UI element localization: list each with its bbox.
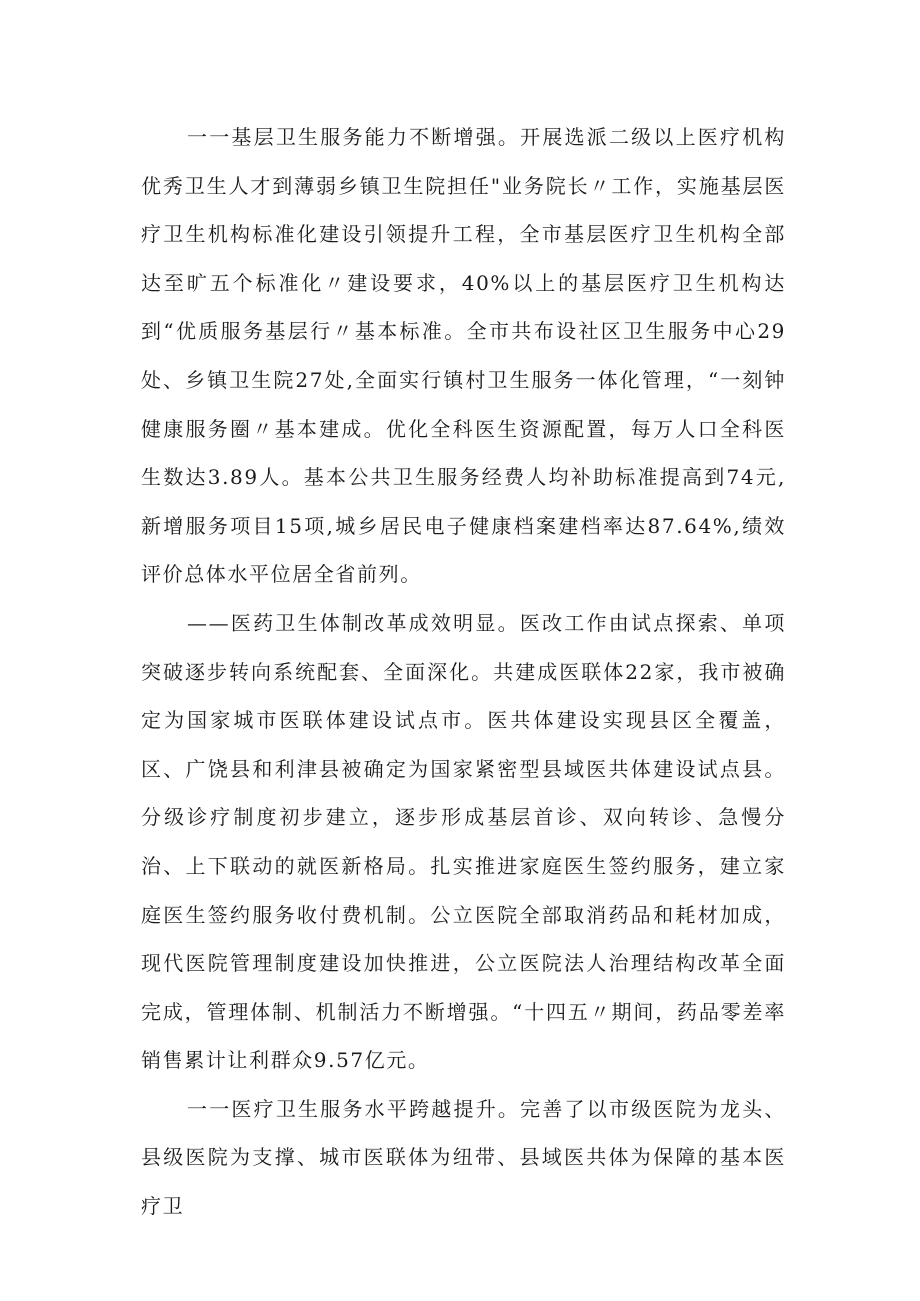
paragraph-healthcare-reform: ——医药卫生体制改革成效明显。医改工作由试点探索、单项突破逐步转向系统配套、全面深化。共建成医联体22家，我市被确定为国家城市医联体建设试点市。医共体建设实现县区全覆盖，区、广饶县和利津县被确定为国家紧密型县域医共体建设试点县。分级诊疗制度初步建立，逐步形成基层首诊、双向转诊、急慢分治、上下联动的就医新格局。扎实推进家庭医生签约服务，建立家庭医生签约服务收付费机制。公立医院全部取消药品和耗材加成，现代医院管理制度建设加快推进，公立医院法人治理结构改革全面完成，管理体制、机制活力不断增强。“十四五〃期间，药品零差率销售累计让利群众9.57亿元。 [141, 610, 786, 1073]
paragraph-primary-care: 一一基层卫生服务能力不断增强。开展选派二级以上医疗机构优秀卫生人才到薄弱乡镇卫生院担任"业务院长〃工作，实施基层医疗卫生机构标准化建设引领提升工程，全市基层医疗卫生机构全部达至旷五个标准化〃建设要求，40%以上的基层医疗卫生机构达到“优质服务基层行〃基本标准。全市共布设社区卫生服务中心29处、乡镇卫生院27处,全面实行镇村卫生服务一体化管理，“一刻钟健康服务圈〃基本建成。优化全科医生资源配置，每万人口全科医生数达3.89人。基本公共卫生服务经费人均补助标准提高到74元,新增服务项目15项,城乡居民电子健康档案建档率达87.64%,绩效评价总体水平位居全省前列。 [141, 125, 786, 587]
paragraph-medical-service-level: 一一医疗卫生服务水平跨越提升。完善了以市级医院为龙头、县级医院为支撑、城市医联体为纽带、县域医共体为保障的基本医疗卫 [141, 1096, 786, 1219]
document-body [141, 113, 786, 1231]
